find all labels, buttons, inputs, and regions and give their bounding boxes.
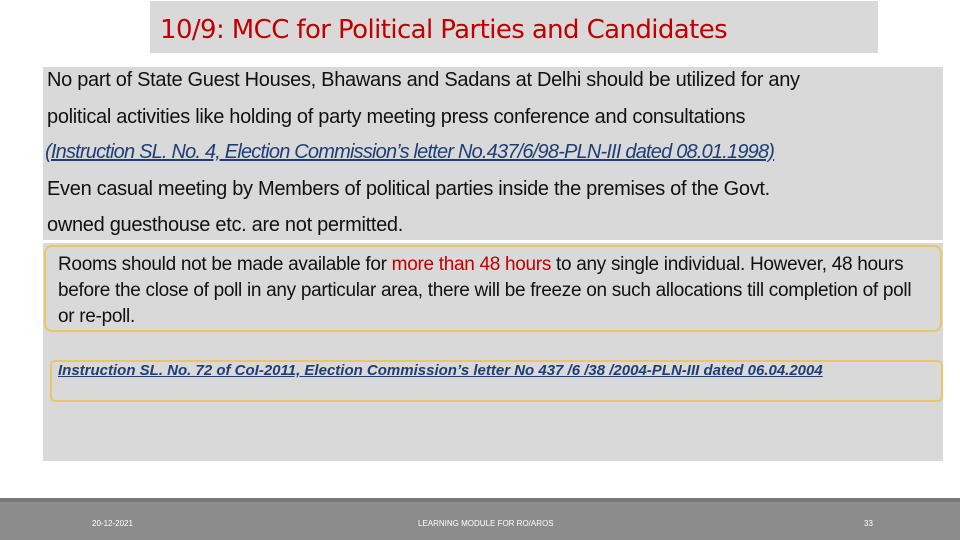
paragraph1-line4: owned guesthouse etc. are not permitted.	[47, 214, 404, 236]
title-bar	[150, 1, 878, 53]
rooms-highlight: more than 48 hours	[391, 254, 552, 275]
panel-divider	[43, 240, 943, 243]
footer-band	[0, 498, 960, 502]
rooms-rule-text	[58, 252, 928, 330]
instruction-reference-2: Instruction SL. No. 72 of CoI-2011, Election Commission’s letter No 437 /6 /38 /2004-PLN-III dated 06.04.2004	[58, 362, 823, 379]
paragraph1-line1: No part of State Guest Houses, Bhawans and Sadans at Delhi should be utilized for any	[47, 69, 800, 91]
footer-page-number: 33	[864, 519, 873, 528]
rooms-text-part1: Rooms should not be made available for	[58, 254, 392, 275]
footer-date: 20-12-2021	[92, 519, 133, 528]
paragraph1-line2: political activities like holding of party meeting press conference and consultations	[47, 106, 746, 128]
paragraph1-line3: Even casual meeting by Members of political parties inside the premises of the Govt.	[47, 178, 770, 200]
footer-module-name: LEARNING MODULE FOR RO/AROS	[418, 519, 554, 528]
instruction-reference-1: (Instruction SL. No. 4, Election Commission’s letter No.437/6/98-PLN-III dated 08.01.1998)	[45, 141, 775, 163]
slide-title: 10/9: MCC for Political Parties and Candidates	[160, 15, 728, 45]
rooms-text-part2: to any single individual. However, 48 hours before the close of poll in any particular area, there will be freeze on such allocations till completion of poll or re-poll.	[58, 254, 912, 327]
